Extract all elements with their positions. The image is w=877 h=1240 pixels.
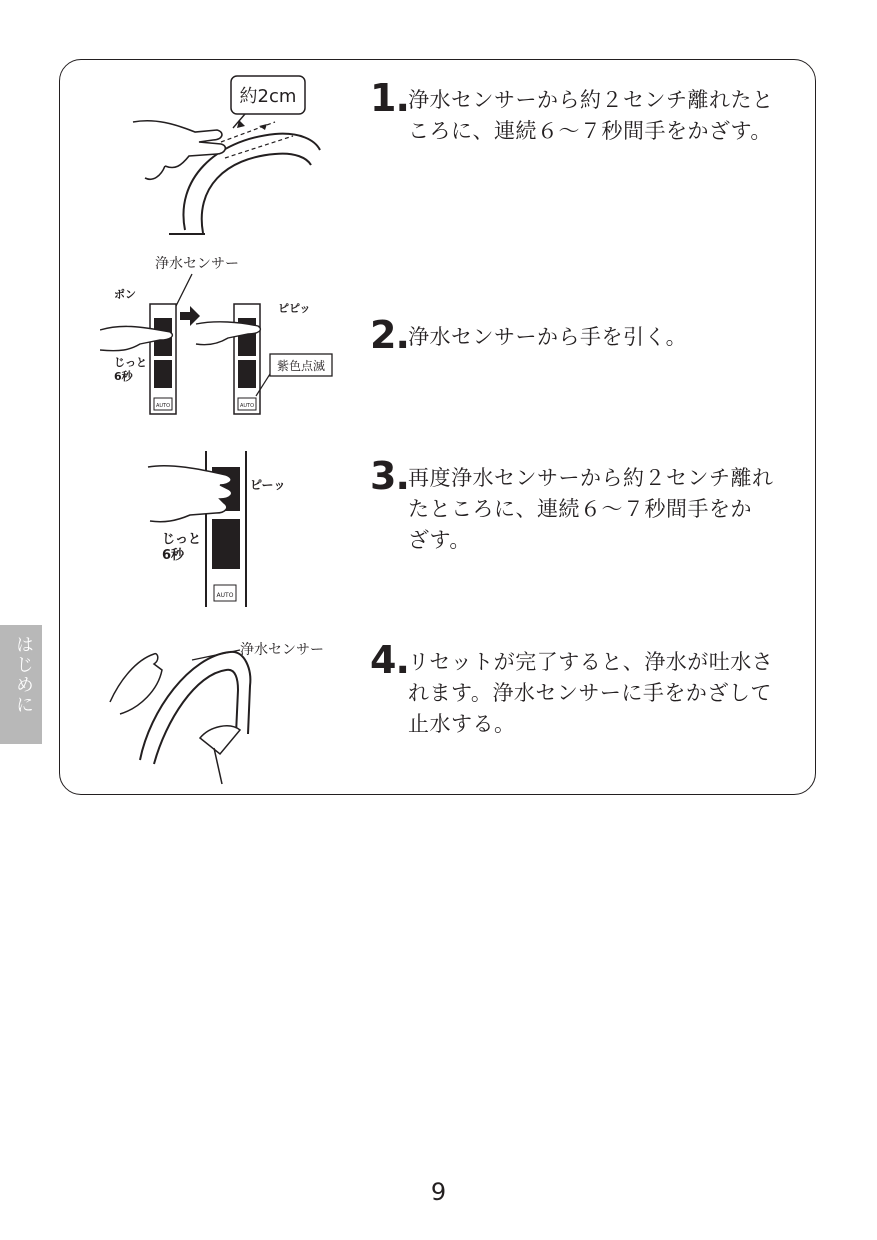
distance-label: 約2cm (239, 86, 297, 107)
section-tab-label: はじめに (13, 635, 34, 715)
section-tab (0, 625, 42, 744)
status-label: 紫色点滅 (276, 359, 326, 373)
step2-illustration (100, 250, 340, 420)
step-text: 再度浄水センサーから約２センチ離れ たところに、連続６～７秒間手をか ざす。 (408, 466, 774, 552)
step-3 (370, 454, 810, 556)
sensor-label: 浄水センサー (240, 642, 324, 658)
step-text: 浄水センサーから約２センチ離れたと ころに、連続６～７秒間手をかざす。 (408, 88, 774, 143)
auto-label: AUTO (216, 592, 234, 599)
step1-illustration (125, 70, 335, 240)
step-text: リセットが完了すると、浄水が吐水さ れます。浄水センサーに手をかざして 止水する。 (408, 650, 774, 736)
step-number: 4. (370, 638, 409, 682)
step-text: 浄水センサーから手を引く。 (408, 325, 688, 349)
sound-before-label: ポン (114, 288, 136, 301)
sound-label: ピーッ (250, 478, 286, 492)
step-number: 1. (370, 76, 409, 120)
hold-label-line2: 6秒 (162, 548, 185, 563)
step-number: 3. (370, 454, 409, 498)
arrow-right-icon (180, 306, 200, 326)
hold-label-line1: じっと (114, 356, 147, 369)
step-number: 2. (370, 313, 409, 357)
step-1 (370, 76, 810, 147)
step3-illustration (130, 445, 310, 610)
hold-label-line1: じっと (162, 532, 202, 547)
page-number: 9 (430, 1178, 447, 1206)
auto-label-after: AUTO (239, 403, 255, 409)
step-4 (370, 638, 810, 740)
step4-illustration (100, 630, 340, 790)
sensor-label: 浄水センサー (155, 256, 239, 272)
step-2 (370, 313, 810, 357)
auto-label-before: AUTO (155, 403, 171, 409)
sound-after-label: ピピッ (278, 302, 311, 315)
hold-label-line2: 6秒 (114, 370, 133, 383)
